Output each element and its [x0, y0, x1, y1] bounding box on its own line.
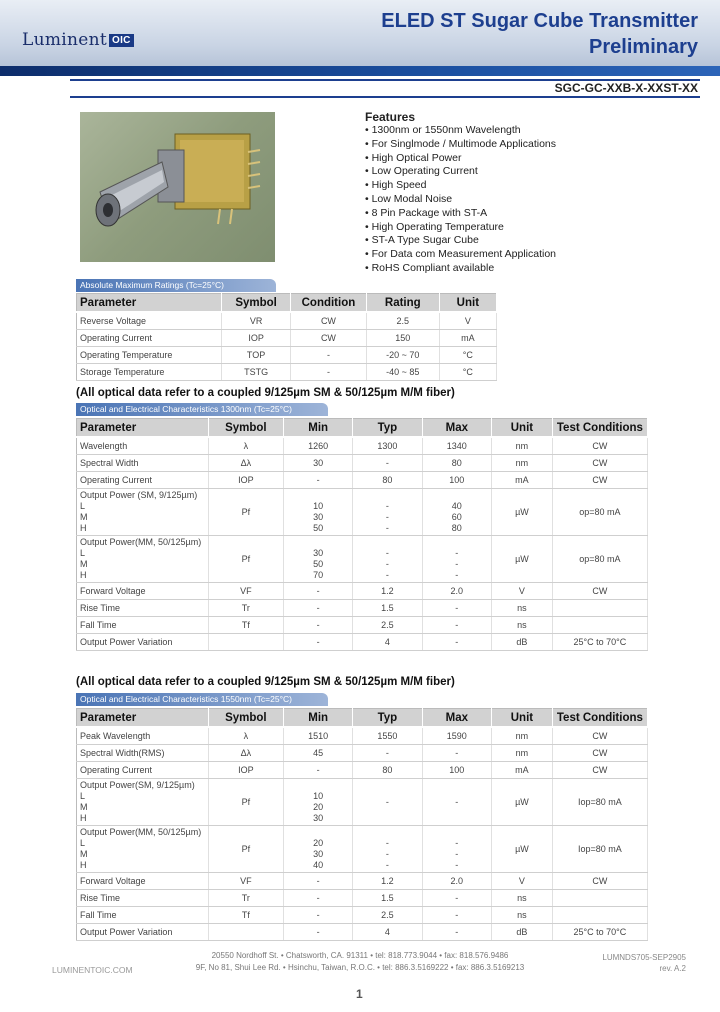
table-cell: -: [284, 924, 353, 941]
table-cell: 80: [422, 455, 492, 472]
fiber-note-1300: (All optical data refer to a coupled 9/125µm SM & 50/125µm M/M fiber): [76, 387, 455, 399]
table-cell: Operating Current: [77, 472, 209, 489]
table-row: [77, 347, 497, 364]
footer-address: [170, 950, 550, 974]
table-cell: 100: [422, 762, 492, 779]
table-cell: Storage Temperature: [77, 364, 222, 381]
table-cell: 1.5: [353, 890, 422, 907]
table-cell: 25°C to 70°C: [552, 924, 647, 941]
feature-item: • 1300nm or 1550nm Wavelength: [365, 124, 556, 138]
table-cell: -: [422, 924, 492, 941]
table-cell: 40 60 80: [422, 489, 492, 536]
title-line1: ELED ST Sugar Cube Transmitter: [381, 10, 698, 32]
table-cell: 45: [284, 745, 353, 762]
table-cell: -20 ~ 70: [366, 347, 439, 364]
table-cell: 1.2: [353, 873, 422, 890]
table-cell: -: [422, 907, 492, 924]
table-cell: Output Power(SM, 9/125µm) L M H: [77, 779, 209, 826]
table-cell: [552, 600, 647, 617]
column-header: Parameter: [77, 709, 209, 728]
column-header: Unit: [492, 709, 553, 728]
table-cell: [552, 617, 647, 634]
column-header: Condition: [291, 294, 367, 313]
table-row: [77, 779, 648, 826]
table-row: [77, 890, 648, 907]
table-cell: λ: [208, 437, 283, 455]
features-list: [365, 124, 556, 276]
column-header: Min: [284, 709, 353, 728]
table-row: [77, 536, 648, 583]
table-cell: Output Power Variation: [77, 924, 209, 941]
table-cell: -: [284, 907, 353, 924]
table-cell: Iop=80 mA: [552, 779, 647, 826]
table-cell: Pf: [208, 536, 283, 583]
feature-item: • Low Operating Current: [365, 165, 556, 179]
column-header: Typ: [353, 419, 422, 438]
table-cell: 2.5: [353, 907, 422, 924]
table-cell: VR: [222, 312, 291, 330]
column-header: Symbol: [222, 294, 291, 313]
table-cell: Fall Time: [77, 617, 209, 634]
table-cell: µW: [492, 779, 553, 826]
table-cell: CW: [552, 727, 647, 745]
table-cell: -: [422, 634, 492, 651]
table-cell: V: [439, 312, 496, 330]
table-row: [77, 873, 648, 890]
table-cell: -: [422, 890, 492, 907]
table-cell: 10 30 50: [284, 489, 353, 536]
table-header-row: [77, 419, 648, 438]
table-cell: Wavelength: [77, 437, 209, 455]
table-row: [77, 364, 497, 381]
table-cell: CW: [291, 330, 367, 347]
column-header: Symbol: [208, 419, 283, 438]
table-cell: 150: [366, 330, 439, 347]
table-cell: 1590: [422, 727, 492, 745]
table-cell: IOP: [208, 472, 283, 489]
logo-box: OIC: [109, 34, 134, 47]
product-photo: [80, 112, 275, 262]
table-cell: - - -: [353, 489, 422, 536]
table-cell: 1550: [353, 727, 422, 745]
table-cell: Operating Current: [77, 330, 222, 347]
opt1300-table: [76, 418, 648, 651]
table-cell: Reverse Voltage: [77, 312, 222, 330]
table-cell: µW: [492, 536, 553, 583]
table-header-row: [77, 709, 648, 728]
table-cell: CW: [552, 762, 647, 779]
table-cell: mA: [492, 762, 553, 779]
table-row: [77, 727, 648, 745]
table-cell: 4: [353, 924, 422, 941]
feature-item: • High Speed: [365, 179, 556, 193]
feature-item: • High Optical Power: [365, 152, 556, 166]
table-cell: 30: [284, 455, 353, 472]
table-cell: Fall Time: [77, 907, 209, 924]
column-header: Max: [422, 419, 492, 438]
table-row: [77, 634, 648, 651]
table-cell: 1.2: [353, 583, 422, 600]
footer-website[interactable]: LUMINENTOIC.COM: [52, 965, 133, 975]
table-cell: Pf: [208, 489, 283, 536]
table-cell: 10 20 30: [284, 779, 353, 826]
table-cell: TOP: [222, 347, 291, 364]
table-row: [77, 437, 648, 455]
table-cell: ns: [492, 600, 553, 617]
doc-id: LUMNDS705-SEP2905: [602, 953, 686, 962]
table-cell: 4: [353, 634, 422, 651]
footer-doc-info: [602, 952, 686, 974]
table-cell: Spectral Width(RMS): [77, 745, 209, 762]
table-cell: -: [353, 779, 422, 826]
table-cell: -: [353, 745, 422, 762]
table-cell: °C: [439, 364, 496, 381]
table-cell: - - -: [353, 536, 422, 583]
table-row: [77, 762, 648, 779]
table-row: [77, 826, 648, 873]
table-cell: VF: [208, 583, 283, 600]
table-cell: VF: [208, 873, 283, 890]
column-header: Parameter: [77, 294, 222, 313]
feature-item: • Low Modal Noise: [365, 193, 556, 207]
table-cell: Operating Current: [77, 762, 209, 779]
column-header: Max: [422, 709, 492, 728]
table-row: [77, 745, 648, 762]
table-row: [77, 924, 648, 941]
table-cell: IOP: [208, 762, 283, 779]
table-cell: -: [353, 455, 422, 472]
table-cell: -: [284, 583, 353, 600]
table-cell: 2.5: [366, 312, 439, 330]
table-cell: -: [284, 634, 353, 651]
table-cell: CW: [552, 472, 647, 489]
page-number: 1: [356, 987, 363, 1001]
table-cell: -: [422, 779, 492, 826]
feature-item: • ST-A Type Sugar Cube: [365, 234, 556, 248]
part-number: SGC-GC-XXB-X-XXST-XX: [554, 81, 698, 95]
table-cell: Tf: [208, 617, 283, 634]
table-cell: λ: [208, 727, 283, 745]
footer-address-tw: 9F, No 81, Shui Lee Rd. • Hsinchu, Taiwan, R.O.C. • tel: 886.3.5169222 • fax: 886.3.5169213: [195, 963, 525, 972]
table-cell: Peak Wavelength: [77, 727, 209, 745]
table-cell: -: [422, 617, 492, 634]
table-cell: - - -: [353, 826, 422, 873]
table-cell: -: [284, 873, 353, 890]
table-cell: -: [291, 347, 367, 364]
table-cell: 80: [353, 762, 422, 779]
table-cell: Rise Time: [77, 600, 209, 617]
table-cell: ns: [492, 890, 553, 907]
table-cell: Output Power Variation: [77, 634, 209, 651]
table-cell: CW: [552, 745, 647, 762]
table-cell: Output Power (SM, 9/125µm) L M H: [77, 489, 209, 536]
table-cell: -: [422, 600, 492, 617]
opt1550-table: [76, 708, 648, 941]
column-header: Test Conditions: [552, 709, 647, 728]
table-row: [77, 455, 648, 472]
table-cell: mA: [492, 472, 553, 489]
features-title: Features: [365, 110, 416, 124]
table-cell: 100: [422, 472, 492, 489]
table-cell: dB: [492, 634, 553, 651]
table-cell: -: [291, 364, 367, 381]
table-cell: Tr: [208, 600, 283, 617]
feature-item: • RoHS Compliant available: [365, 262, 556, 276]
table-cell: dB: [492, 924, 553, 941]
table-row: [77, 907, 648, 924]
column-header: Parameter: [77, 419, 209, 438]
header-accent-bar: [0, 66, 720, 76]
table-cell: 25°C to 70°C: [552, 634, 647, 651]
table-cell: ns: [492, 617, 553, 634]
table-cell: 30 50 70: [284, 536, 353, 583]
table-cell: -: [284, 472, 353, 489]
table-cell: Tf: [208, 907, 283, 924]
table-cell: 20 30 40: [284, 826, 353, 873]
table-row: [77, 489, 648, 536]
table-cell: op=80 mA: [552, 536, 647, 583]
table-cell: mA: [439, 330, 496, 347]
footer-address-us: 20550 Nordhoff St. • Chatsworth, CA. 91311 • tel: 818.773.9044 • fax: 818.576.9486: [211, 951, 509, 960]
table-cell: V: [492, 873, 553, 890]
feature-item: • High Operating Temperature: [365, 221, 556, 235]
logo-text: Luminent: [22, 30, 107, 50]
table-cell: nm: [492, 745, 553, 762]
table-cell: 1.5: [353, 600, 422, 617]
table-cell: 1260: [284, 437, 353, 455]
table-cell: 1340: [422, 437, 492, 455]
title-line2: Preliminary: [589, 36, 698, 58]
table-cell: [552, 907, 647, 924]
table-cell: nm: [492, 437, 553, 455]
table-cell: µW: [492, 826, 553, 873]
table-cell: [208, 924, 283, 941]
table-cell: -: [284, 890, 353, 907]
table-cell: CW: [291, 312, 367, 330]
table-cell: Rise Time: [77, 890, 209, 907]
table-cell: 2.0: [422, 873, 492, 890]
opt1300-label: Optical and Electrical Characteristics 1300nm (Tc=25°C): [76, 403, 328, 416]
fiber-note-1550: (All optical data refer to a coupled 9/125µm SM & 50/125µm M/M fiber): [76, 676, 455, 688]
abs-max-table: [76, 293, 497, 381]
table-cell: Pf: [208, 779, 283, 826]
table-cell: IOP: [222, 330, 291, 347]
table-cell: op=80 mA: [552, 489, 647, 536]
table-cell: CW: [552, 583, 647, 600]
opt1550-label: Optical and Electrical Characteristics 1550nm (Tc=25°C): [76, 693, 328, 706]
column-header: Test Conditions: [552, 419, 647, 438]
table-cell: 1510: [284, 727, 353, 745]
table-cell: CW: [552, 437, 647, 455]
table-row: [77, 330, 497, 347]
table-cell: -: [422, 745, 492, 762]
table-cell: CW: [552, 873, 647, 890]
abs-max-label: Absolute Maximum Ratings (Tc=25°C): [76, 279, 276, 292]
column-header: Min: [284, 419, 353, 438]
table-cell: CW: [552, 455, 647, 472]
feature-item: • For Singlmode / Multimode Applications: [365, 138, 556, 152]
column-header: Typ: [353, 709, 422, 728]
table-cell: 1300: [353, 437, 422, 455]
table-cell: - - -: [422, 536, 492, 583]
company-logo: [22, 30, 134, 50]
feature-item: • For Data com Measurement Application: [365, 248, 556, 262]
table-header-row: [77, 294, 497, 313]
table-cell: Forward Voltage: [77, 583, 209, 600]
table-row: [77, 600, 648, 617]
table-cell: Output Power(MM, 50/125µm) L M H: [77, 536, 209, 583]
table-cell: Output Power(MM, 50/125µm) L M H: [77, 826, 209, 873]
table-cell: Operating Temperature: [77, 347, 222, 364]
table-cell: -: [284, 600, 353, 617]
feature-item: • 8 Pin Package with ST-A: [365, 207, 556, 221]
table-cell: Tr: [208, 890, 283, 907]
doc-rev: rev. A.2: [659, 964, 686, 973]
table-row: [77, 583, 648, 600]
table-cell: nm: [492, 455, 553, 472]
column-header: Symbol: [208, 709, 283, 728]
table-cell: 2.0: [422, 583, 492, 600]
table-cell: [208, 634, 283, 651]
column-header: Unit: [439, 294, 496, 313]
table-row: [77, 312, 497, 330]
table-cell: TSTG: [222, 364, 291, 381]
table-cell: [552, 890, 647, 907]
table-cell: µW: [492, 489, 553, 536]
table-cell: Iop=80 mA: [552, 826, 647, 873]
table-cell: V: [492, 583, 553, 600]
table-cell: ns: [492, 907, 553, 924]
document-title: [381, 8, 698, 60]
table-cell: -: [284, 762, 353, 779]
table-cell: Spectral Width: [77, 455, 209, 472]
table-cell: Δλ: [208, 745, 283, 762]
table-cell: °C: [439, 347, 496, 364]
table-row: [77, 617, 648, 634]
table-cell: -40 ~ 85: [366, 364, 439, 381]
table-cell: nm: [492, 727, 553, 745]
table-cell: Forward Voltage: [77, 873, 209, 890]
table-cell: -: [284, 617, 353, 634]
table-cell: 80: [353, 472, 422, 489]
table-cell: Pf: [208, 826, 283, 873]
part-rule-bottom: [70, 96, 700, 98]
table-cell: Δλ: [208, 455, 283, 472]
table-row: [77, 472, 648, 489]
column-header: Rating: [366, 294, 439, 313]
table-cell: - - -: [422, 826, 492, 873]
table-cell: 2.5: [353, 617, 422, 634]
transmitter-illustration: [80, 112, 275, 262]
column-header: Unit: [492, 419, 553, 438]
